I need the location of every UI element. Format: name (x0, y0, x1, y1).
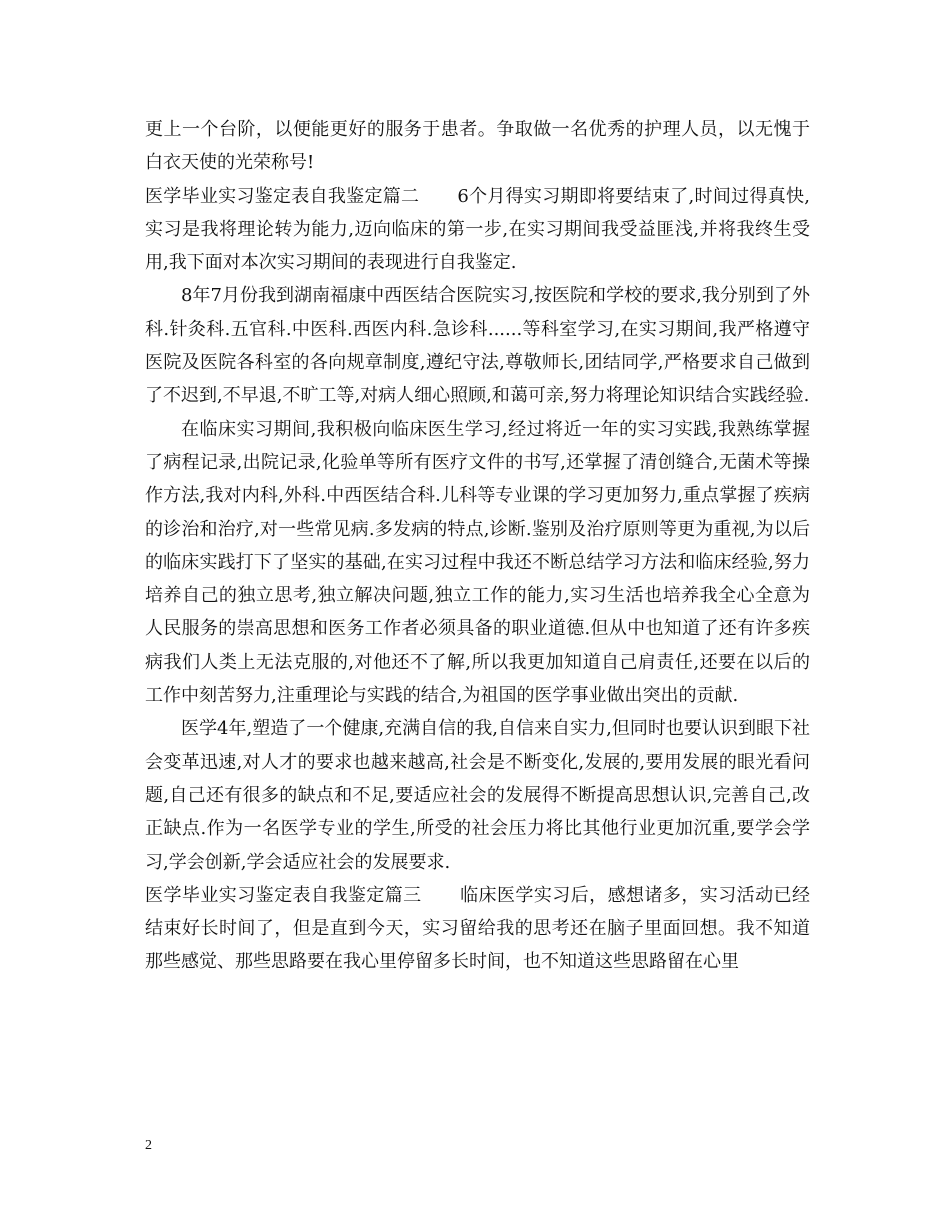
paragraph-1 (145, 113, 810, 180)
paragraph-text: 6个月得实习期即将要结束了,时间过得真快,实习是我将理论转为能力,迈向临床的第一步,在实习期间我受益匪浅,并将我终生受用,我下面对本次实习期间的表现进行自我鉴定. (145, 185, 810, 274)
paragraph-4 (145, 413, 810, 713)
paragraph-text: 8年7月份我到湖南福康中西医结合医院实习,按医院和学校的要求,我分别到了外科.针灸科.五官科.中医科.西医内科.急诊科......等科室学习,在实习期间,我严格遵守医院及医院各科室的各向规章制度,遵纪守法,尊敬师长,团结同学,严格要求自己做到了不迟到,不早退,不旷工等,对病人细心照顾,和蔼可亲,努力将理论知识结合实践经验. (145, 285, 810, 407)
page-number: 2 (145, 1138, 152, 1153)
paragraph-text: 在临床实习期间,我积极向临床医生学习,经过将近一年的实习实践,我熟练掌握了病程记录,出院记录,化验单等所有医疗文件的书写,还掌握了清创缝合,无菌术等操作方法,我对内科,外科.中西医结合科.儿科等专业课的学习更加努力,重点掌握了疾病的诊治和治疗,对一些常见病.多发病的特点,诊断.鉴别及治疗原则等更为重视,为以后的临床实践打下了坚实的基础,在实习过程中我还不断总结学习方法和临床经验,努力培养自己的独立思考,独立解决问题,独立工作的能力,实习生活也培养我全心全意为人民服务的崇高思想和医务工作者必须具备的职业道德.但从中也知道了还有许多疾病我们人类上无法克服的,对他还不了解,所以我更加知道自己肩责任,还要在以后的工作中刻苦努力,注重理论与实践的结合,为祖国的医学事业做出突出的贡献. (145, 418, 810, 707)
paragraph-2 (145, 180, 810, 280)
paragraph-3 (145, 279, 810, 412)
paragraph-6 (145, 879, 810, 979)
section-heading-3: 医学毕业实习鉴定表自我鉴定篇三 (145, 884, 422, 906)
section-heading-2: 医学毕业实习鉴定表自我鉴定篇二 (145, 185, 420, 207)
paragraph-text: 医学4年,塑造了一个健康,充满自信的我,自信来自实力,但同时也要认识到眼下社会变革迅速,对人才的要求也越来越高,社会是不断变化,发展的,要用发展的眼光看问题,自己还有很多的缺点和不足,要适应社会的发展得不断提高思想认识,完善自己,改正缺点.作为一名医学专业的学生,所受的社会压力将比其他行业更加沉重,要学会学习,学会创新,学会适应社会的发展要求. (145, 718, 810, 873)
paragraph-text: 更上一个台阶，以便能更好的服务于患者。争取做一名优秀的护理人员，以无愧于白衣天使的光荣称号! (145, 119, 810, 174)
document-body (145, 113, 810, 979)
paragraph-text: 临床医学实习后，感想诸多，实习活动已经结束好长时间了，但是直到今天，实习留给我的思考还在脑子里面回想。我不知道那些感觉、那些思路要在我心里停留多长时间，也不知道这些思路留在心里 (145, 884, 811, 973)
paragraph-5 (145, 712, 810, 878)
